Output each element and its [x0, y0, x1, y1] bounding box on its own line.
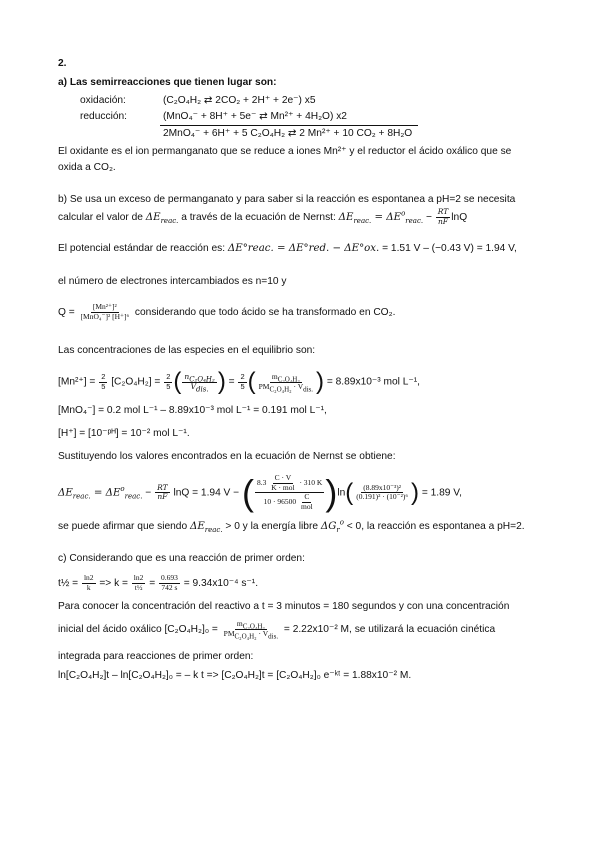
concl-mid: > 0 y la energía libre: [222, 521, 321, 532]
val-742: 742 s: [161, 582, 178, 592]
ln-den: (0.191)² · (10⁻²)⁶: [356, 492, 408, 502]
rt-num: RT: [437, 207, 449, 216]
conc2-tail: = 2.22x10⁻² M, se utilizará la ecuación cinética: [281, 623, 496, 635]
n-over-v: [182, 373, 216, 391]
half-pre: t½ =: [58, 577, 81, 589]
nernst-o: o: [401, 209, 406, 218]
nernst-lhs-sub: reac.: [353, 216, 372, 225]
nf-den: nF: [437, 216, 449, 226]
lnq: lnQ: [451, 211, 468, 223]
ln-fraction: [354, 484, 410, 502]
ln-num: (8.89x10⁻³)²: [363, 482, 402, 492]
q-pre: Q =: [58, 306, 78, 318]
concl-var: ΔE: [189, 521, 205, 532]
c2o4-bracket: [C₂O₄H₂] =: [108, 376, 164, 388]
big-lhs: ΔE: [58, 487, 73, 499]
q-fraction: [79, 303, 132, 321]
n-symbol: n: [184, 371, 190, 381]
n-sub: C₂O₄H₂: [189, 375, 215, 384]
std-eq: ΔE°reac. = ΔE°red. − ΔE°ox.: [227, 243, 380, 254]
big-nf: nF: [157, 492, 168, 502]
ln2-a: ln2: [83, 573, 94, 582]
cv: C · V: [274, 473, 292, 482]
substitution-intro: Sustituyendo los valores encontrados en la ecuación de Nernst se obtiene:: [58, 451, 396, 462]
v-sub: dis.: [196, 385, 209, 393]
big-rt: RT: [157, 482, 168, 492]
problem-number: 2.: [58, 58, 67, 69]
part-a-conclusion-line-1: El oxidante es el ion permanganato que se reduce a iones Mn²⁺ y el reductor el ácido oxálico que se: [58, 146, 512, 157]
part-c-intro: c) Considerando que es una reacción de primer orden:: [58, 553, 305, 564]
big-eq-sub: reac.: [124, 492, 143, 501]
q-den: [MnO₄⁻]² [H⁺]⁶: [80, 311, 130, 321]
standard-potential-line: [58, 243, 517, 256]
kmol: K · mol: [271, 482, 295, 492]
frac-5: 5: [101, 381, 106, 391]
q-line: [58, 303, 395, 321]
k-value: = 9.34x10⁻⁴ s⁻¹.: [180, 577, 259, 589]
oxidation-label: oxidación:: [80, 95, 126, 106]
part-a-intro: [58, 77, 277, 90]
ln-symbol: ln: [337, 487, 346, 499]
pm-sub: C₂O₄H₂: [269, 385, 292, 393]
frac-2-5-b: [164, 373, 172, 391]
m-over-pmv-c: [222, 619, 280, 641]
frac-2-5-c: [238, 373, 246, 391]
concl-g-sup: o: [339, 518, 344, 527]
concl-g: ΔG: [320, 521, 337, 532]
pm-tail-sub: dis.: [303, 385, 314, 393]
nernst-sub2: reac.: [405, 216, 424, 225]
frac-2-c: 2: [240, 371, 245, 381]
m-c-sub: C₂O₄H₂: [242, 622, 265, 631]
arrow: => k =: [96, 577, 131, 589]
sum-rule: [160, 125, 418, 126]
part-a-intro-text: a) Las semirreacciones que tienen lugar son:: [58, 77, 277, 88]
k-a: k: [86, 582, 91, 592]
v-symbol: V: [190, 381, 197, 391]
big-result: = 1.89 V,: [418, 487, 462, 499]
m-symbol: m: [271, 371, 278, 381]
pm-c-tail: · V: [256, 628, 269, 638]
mn-lhs: [Mn²⁺] =: [58, 376, 99, 388]
electrons-line: el número de electrones intercambiados es n=10 y: [58, 276, 287, 287]
part-c-line-2: [58, 619, 496, 641]
reduction-label: reducción:: [80, 111, 128, 122]
big-rt-nf: [155, 484, 170, 502]
mol-unit: mol: [301, 501, 313, 511]
nernst-minus: −: [423, 211, 435, 223]
inner-num-83: 8.3: [256, 477, 269, 487]
frac-2-5: [99, 373, 107, 391]
nernst-eq: = ΔE: [371, 211, 402, 223]
frac-2-b: 2: [166, 371, 171, 381]
mno4-line: [MnO₄⁻] = 0.2 mol L⁻¹ – 8.89x10⁻³ mol L⁻¹ = 0.191 mol L⁻¹,: [58, 405, 327, 416]
big-lhs-sub: reac.: [72, 492, 91, 501]
mn-value: = 8.89x10⁻³ mol L⁻¹,: [324, 376, 421, 388]
frac-5-c: 5: [240, 381, 245, 391]
concentrations-intro: Las concentraciones de las especies en el equilibrio son:: [58, 345, 316, 356]
pm-symbol: PM: [258, 381, 270, 391]
integrated-rate-law: ln[C₂O₄H₂]t – ln[C₂O₄H₂]₀ = – k t => [C₂O₄H₂]t = [C₂O₄H₂]₀ e⁻ᵏᵗ = 1.88x10⁻² M.: [58, 670, 412, 681]
part-a-conclusion-line-2: oxida a CO₂.: [58, 162, 116, 173]
reduction-equation: (MnO₄⁻ + 8H⁺ + 5e⁻ ⇄ Mn²⁺ + 4H₂O) x2: [163, 111, 347, 122]
pm-c-sub: C₂O₄H₂: [234, 632, 257, 641]
concl-tail: < 0, la reacción es espontanea a pH=2.: [343, 521, 525, 532]
std-val: = 1.51 V – (−0.43 V) = 1.94 V,: [379, 243, 517, 254]
concl-sub: reac.: [204, 526, 223, 535]
pm-c: PM: [223, 628, 235, 638]
part-b-line-2-pre: calcular el valor de: [58, 211, 146, 223]
delta-e-subscript: reac.: [160, 216, 179, 225]
big-val1: lnQ = 1.94 V −: [170, 487, 242, 499]
inner-num-tail: · 310 K: [297, 477, 323, 487]
half-life-line: t½ = $\frac{\ln 2}{k}$ => k = $\frac{\ln 2}{\text{t½}}$ = $\frac{0.693}{742 s}$ = 9.34x10⁻⁴ s⁻¹.: [58, 573, 259, 592]
c-unit: C: [304, 492, 310, 502]
h-line: [H⁺] = [10⁻ᵖᴴ] = 10⁻² mol L⁻¹.: [58, 428, 190, 439]
nernst-substituted: $\Delta E_{reac.} = \Delta E^o_{reac.}$ − $\frac{RT}{nF}$ lnQ = 1.94 V − ( 8.3 $\frac{C \cdot V}{\text{K · mol}}$ · 310 K 10 · 96500 $\frac{C}{\text{mol}}$ )ln( $\frac{\text{(8.89x10⁻³)²}}{\text{(0.191)² · (10⁻²)⁶}}$ ) = 1.89 V,: [58, 471, 462, 513]
q-num: [Mn²⁺]²: [92, 302, 117, 311]
rt-over-nf: [436, 208, 451, 226]
std-pre: El potencial estándar de reacción es:: [58, 243, 228, 254]
m-sub: C₂O₄H₂: [277, 375, 300, 384]
frac-2: 2: [101, 371, 106, 381]
big-eq-o: o: [120, 485, 125, 494]
conc2-pre: inicial del ácido oxálico [C₂O₄H₂]₀ =: [58, 623, 221, 635]
pm-tail: · V: [291, 381, 304, 391]
q-post: considerando que todo ácido se ha transformado en CO₂.: [132, 306, 396, 318]
global-equation: 2MnO₄⁻ + 6H⁺ + 5 C₂O₄H₂ ⇄ 2 Mn²⁺ + 10 CO₂ + 8H₂O: [163, 128, 413, 139]
frac-5-b: 5: [166, 381, 171, 391]
concl-g-sub: r: [336, 526, 340, 535]
spontaneity-conclusion: [58, 518, 525, 535]
part-c-line-3: integrada para reacciones de primer orden:: [58, 651, 254, 662]
nernst-lhs: ΔE: [338, 211, 354, 223]
big-eq: = ΔE: [90, 487, 121, 499]
inner-den-text: 10 · 96500: [263, 497, 299, 507]
val-0693: 0.693: [161, 573, 178, 582]
concl-pre: se puede afirmar que siendo: [58, 521, 190, 532]
delta-e-symbol: ΔE: [145, 211, 161, 223]
pm-c-tail-sub: dis.: [268, 632, 279, 641]
m-over-pmv: [257, 373, 315, 391]
part-b-line-2-mid: a través de la ecuación de Nernst:: [178, 211, 339, 223]
m-c: m: [236, 619, 243, 628]
big-inner-fraction: [255, 474, 324, 512]
mn-concentration-line: [Mn²⁺] = $\frac{2}{5}$ [C₂O₄H₂] = $\frac{2}{5}$ ( $\frac{n_{C_2O_4H_2}}{V_{dis.}}$ ) = $\frac{2}{5}$ ( $\frac{m_{C_2O_4H_2}}{PM_{C_2O_4H_2} \cdot V_{dis.}}$ ) = 8.89x10⁻³ mol L⁻¹,: [58, 368, 421, 395]
ln2-b: ln2: [133, 573, 144, 582]
t-half: t½: [134, 582, 143, 592]
part-b-line-1: b) Se usa un exceso de permanganato y para saber si la reacción es espontanea a pH=2 se necesita: [58, 194, 516, 205]
part-b-line-2: [58, 208, 467, 226]
part-c-line-1: Para conocer la concentración del reactivo a t = 3 minutos = 180 segundos y con una concentración: [58, 601, 510, 612]
oxidation-equation: (C₂O₄H₂ ⇄ 2CO₂ + 2H⁺ + 2e⁻) x5: [163, 95, 316, 106]
